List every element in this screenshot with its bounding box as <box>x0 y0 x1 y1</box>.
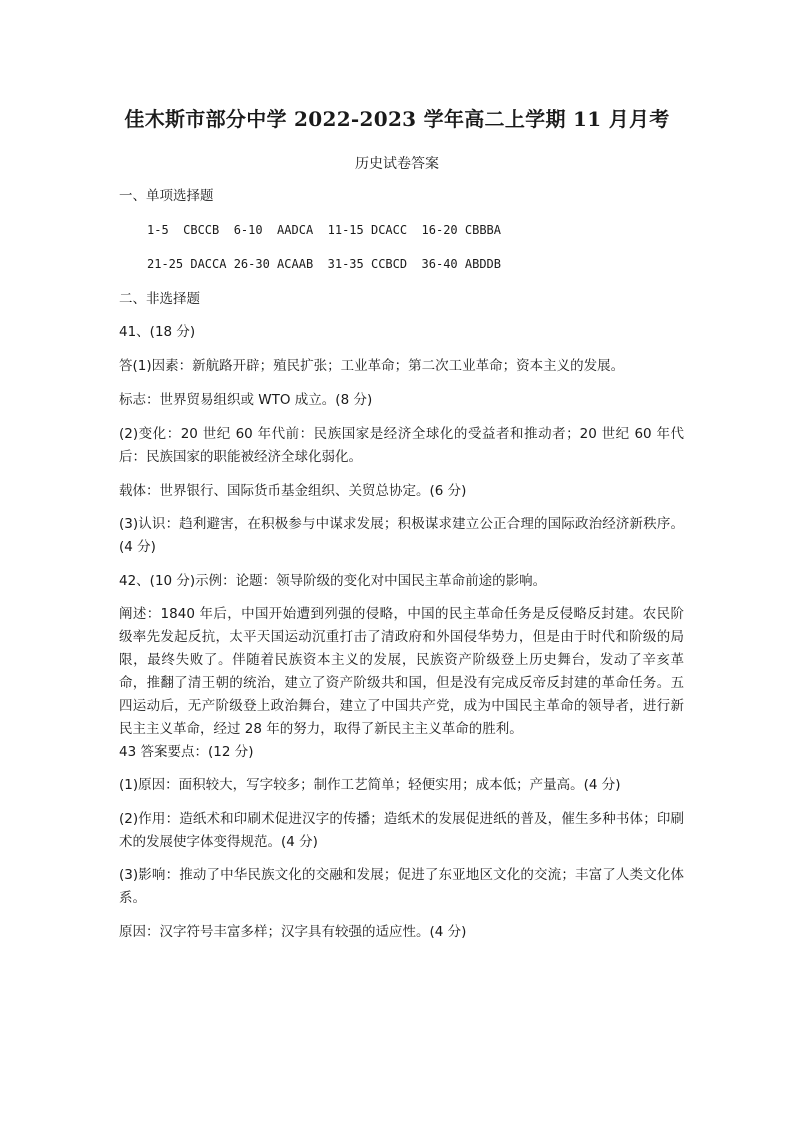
q41-part1-factors: 答(1)因素：新航路开辟；殖民扩张；工业革命；第二次工业革命；资本主义的发展。 <box>119 358 625 374</box>
section-heading-single-choice: 一、单项选择题 <box>119 188 214 204</box>
answers-row-1: 1-5 CBCCB 6-10 AADCA 11-15 DCACC 16-20 CBBBA <box>147 223 502 237</box>
q43-part2-effects: (2)作用：造纸术和印刷术促进汉字的传播；造纸术的发展促进纸的普及，催生多种书体；印刷术的发展使字体变得规范。(4 分) <box>119 811 684 850</box>
section-heading-non-choice: 二、非选择题 <box>119 291 200 307</box>
q41-part3-understanding: (3)认识：趋利避害，在积极参与中谋求发展；积极谋求建立公正合理的国际政治经济新秩序。(4 分) <box>119 516 684 555</box>
q41-label: 41、(18 分) <box>119 324 196 340</box>
q41-part1-marker: 标志：世界贸易组织或 WTO 成立。(8 分) <box>119 392 373 408</box>
q43-part3-impact: (3)影响：推动了中华民族文化的交融和发展；促进了东亚地区文化的交流；丰富了人类文化体系。 <box>119 867 684 906</box>
page-subtitle: 历史试卷答案 <box>355 156 439 172</box>
q42-elaboration: 阐述：1840 年后，中国开始遭到列强的侵略，中国的民主革命任务是反侵略反封建。农民阶级率先发起反抗，太平天国运动沉重打击了清政府和外国侵华势力，但是由于时代和阶级的局限，最终失败了。伴随着民族资本主义的发展，民族资产阶级登上历史舞台，发动了辛亥革命，推翻了清王朝的统治，建立了资产阶级共和国，但是没有完成反帝反封建的革命任务。五四运动后，无产阶级登上政治舞台，建立了中国共产党，成为中国民主革命的领导者，进行新民主主义革命，经过 28 年的努力，取得了新民主主义革命的胜利。 <box>119 606 684 737</box>
q41-part2-carrier: 载体：世界银行、国际货币基金组织、关贸总协定。(6 分) <box>119 483 467 499</box>
q41-part2-change: (2)变化：20 世纪 60 年代前：民族国家是经济全球化的受益者和推动者；20 世纪 60 年代后：民族国家的职能被经济全球化弱化。 <box>119 426 684 465</box>
answers-row-2: 21-25 DACCA 26-30 ACAAB 31-35 CCBCD 36-40 ABDDB <box>147 257 502 271</box>
page-title: 佳木斯市部分中学 2022-2023 学年高二上学期 11 月月考 <box>124 107 670 131</box>
q43-reasons-summary: 原因：汉字符号丰富多样；汉字具有较强的适应性。(4 分) <box>119 924 467 940</box>
q42-label: 42、(10 分)示例：论题：领导阶级的变化对中国民主革命前途的影响。 <box>119 573 547 589</box>
q43-part1-reasons: (1)原因：面积较大，写字较多；制作工艺简单；轻便实用；成本低；产量高。(4 分) <box>119 777 621 793</box>
q43-label: 43 答案要点：(12 分) <box>119 744 254 760</box>
